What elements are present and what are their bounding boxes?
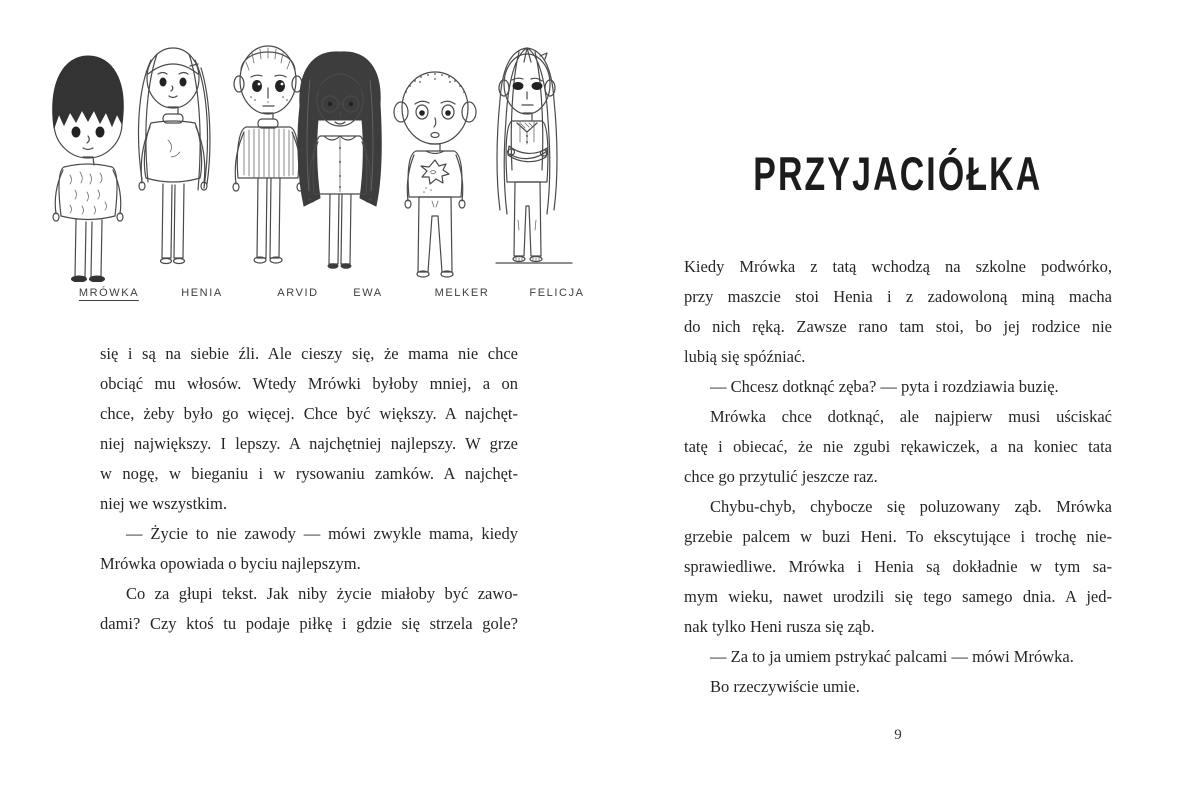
characters-sketch-svg [30,20,600,282]
text-line: tatę i obiecać, że nie zgubi rękawiczek, a na koniec tata [684,437,1112,456]
text-line: grzebie palcem w buzi Heni. To ekscytujące i trochę nie- [684,527,1112,546]
character-label-arvid: ARVID [277,287,319,299]
text-line: Kiedy Mrówka z tatą wchodzą na szkolne podwórko, [684,257,1112,276]
mrowka-hair [53,56,124,128]
paragraph [684,642,1112,672]
text-line: dami? Czy ktoś tu podaje piłkę i gdzie się strzela gole? [100,614,518,633]
text-line: niej największy. I lepszy. A najchętniej najlepszy. W grze [100,434,518,453]
paragraph [100,339,518,519]
text-line: niej we wszystkim. [100,494,227,513]
paragraph [684,402,1112,492]
text-line: się i są na siebie źli. Ale cieszy się, że mama nie chce [100,344,518,363]
character-label-henia: HENIA [181,287,223,299]
right-page-text [684,252,1112,702]
text-line: — Życie to nie zawody — mówi zwykle mama, kiedy [126,524,518,543]
melker-stubble-hair [405,73,465,93]
text-line: Mrówka opowiada o byciu najlepszym. [100,554,361,573]
paragraph [100,579,518,639]
paragraph [100,519,518,579]
left-page-text [100,339,518,639]
text-line: chce go przytulić jeszcze raz. [684,467,878,486]
character-label-mrowka: MRÓWKA [78,287,140,299]
text-line: — Za to ja umiem pstrykać palcami — mówi Mrówka. [710,647,1074,666]
text-line: chce, żeby było go więcej. Chce być większy. A najchęt- [100,404,518,423]
text-line: przy maszcie stoi Henia i z zadowoloną miną macha [684,287,1112,306]
illustration-felicja-figure [496,48,572,263]
text-line: — Chcesz dotknąć zęba? — pyta i rozdziawia buzię. [710,377,1059,396]
chapter-title-wrap [684,146,1112,201]
character-label-ewa: EWA [353,287,383,299]
text-line: obciąć mu włosów. Wtedy Mrówki byłoby mniej, a on [100,374,518,393]
illustration-melker-figure [394,72,476,277]
paragraph [684,672,1112,702]
paragraph [684,252,1112,372]
text-line: sprawiedliwe. Mrówka i Henia są dokładnie w tym sa- [684,557,1112,576]
text-line: w nogę, w bieganiu i w rysowaniu zamków. A najchęt- [100,464,518,483]
paragraph [684,492,1112,642]
text-line: Mrówka chce dotknąć, ale najpierw musi uściskać [710,407,1112,426]
text-line: do nich ręką. Zawsze rano tam stoi, bo jej rodzice nie [684,317,1112,336]
page-number: 9 [894,727,902,743]
text-line: mym wieku, nawet urodzili się tego samego dnia. A jed- [684,587,1112,606]
text-line: Co za głupi tekst. Jak niby życie miałoby być zawo- [126,584,518,603]
text-line: lubią się spóźniać. [684,347,806,366]
character-label-melker: MELKER [434,287,490,299]
text-line: Chybu-chyb, chybocze się poluzowany ząb. Mrówka [710,497,1112,516]
illustration-arvid-figure [233,46,303,263]
characters-illustration [30,20,600,282]
paragraph [684,372,1112,402]
illustration-ewa-figure [298,52,381,269]
text-line: nak tylko Heni rusza się ząb. [684,617,875,636]
character-names-row [30,287,600,303]
chapter-title: PRZYJACIÓŁKA [753,147,1043,200]
illustration-henia-figure [139,48,210,264]
text-line: Bo rzeczywiście umie. [710,677,860,696]
melker-shirt-splat-icon [421,160,449,184]
character-label-felicja: FELICJA [529,287,585,299]
illustration-mrowka-figure [53,56,124,282]
